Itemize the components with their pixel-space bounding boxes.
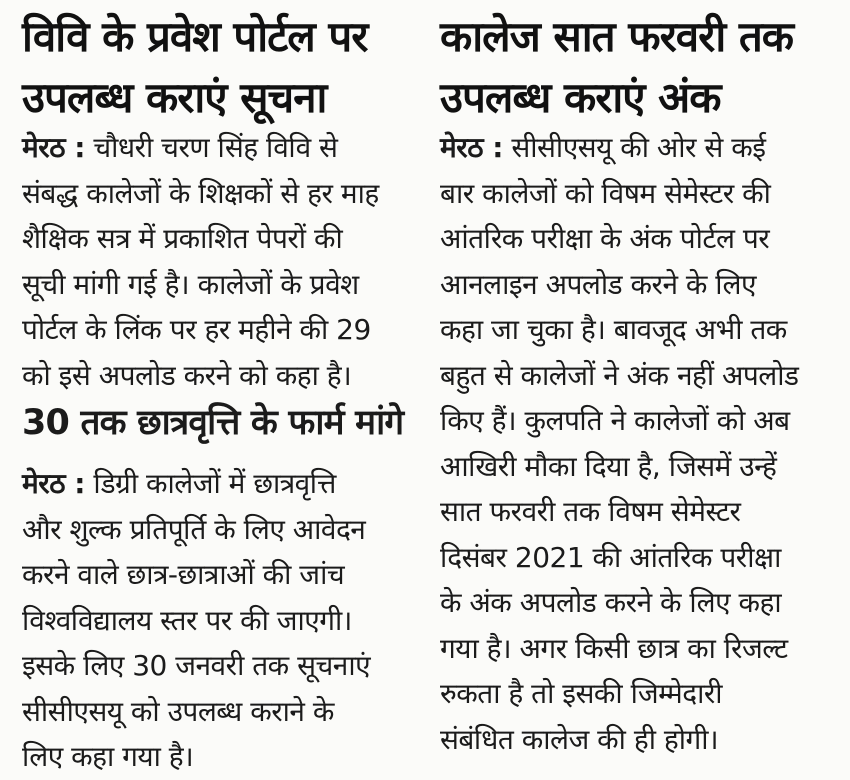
body-line: आनलाइन अपलोड करने के लिए bbox=[440, 267, 757, 301]
body-text: चौधरी चरण सिंह विवि से bbox=[93, 131, 338, 164]
body-line: आखिरी मौका दिया है, जिसमें उन्हें bbox=[440, 449, 777, 483]
story-body bbox=[440, 125, 799, 762]
story-headline bbox=[440, 6, 793, 128]
body-line: दिसंबर 2021 की आंतरिक परीक्षा bbox=[440, 540, 781, 574]
story-subhead: 30 तक छात्रवृत्ति के फार्म मांगे bbox=[22, 403, 404, 443]
body-line bbox=[22, 461, 370, 507]
body-text: डिग्री कालेजों में छात्रवृत्ति bbox=[93, 467, 336, 500]
body-line: पोर्टल के लिंक पर हर महीने की 29 bbox=[22, 313, 371, 346]
body-line: कहा जा चुका है। बावजूद अभी तक bbox=[440, 313, 787, 346]
body-text: सीसीएसयू की ओर से कई bbox=[511, 131, 766, 164]
headline-line: कालेज सात फरवरी तक bbox=[440, 12, 794, 61]
body-line: संबद्ध कालेजों के शिक्षकों से हर माह bbox=[22, 176, 379, 210]
headline-line: विवि के प्रवेश पोर्टल पर bbox=[22, 12, 368, 61]
story-headline bbox=[22, 6, 367, 128]
body-line: शैक्षिक सत्र में प्रकाशित पेपरों की bbox=[22, 222, 343, 255]
dateline: मेरठ : bbox=[22, 467, 85, 500]
body-line: बहुत से कालेजों ने अंक नहीं अपलोड bbox=[440, 358, 799, 392]
body-line: को इसे अपलोड करने को कहा है। bbox=[22, 358, 352, 392]
story-marks-upload bbox=[440, 6, 793, 128]
story-body bbox=[22, 461, 370, 780]
body-line: बार कालेजों को विषम सेमेस्टर की bbox=[440, 176, 771, 210]
body-line: गया है। अगर किसी छात्र का रिजल्ट bbox=[440, 631, 788, 665]
body-line: किए हैं। कुलपति ने कालेजों को अब bbox=[440, 404, 790, 437]
body-line: करने वाले छात्र-छात्राओं की जांच bbox=[22, 558, 345, 591]
body-line: इसके लिए 30 जनवरी तक सूचनाएं bbox=[22, 649, 371, 682]
headline-line: उपलब्ध कराएं सूचना bbox=[22, 73, 327, 122]
body-line: और शुल्क प्रतिपूर्ति के लिए आवेदन bbox=[22, 512, 366, 546]
story-body bbox=[22, 125, 379, 398]
body-line: सात फरवरी तक विषम सेमेस्टर bbox=[440, 495, 741, 528]
body-line: विश्वविद्यालय स्तर पर की जाएगी। bbox=[22, 603, 352, 637]
headline-line: उपलब्ध कराएं अंक bbox=[440, 73, 721, 122]
body-line: आंतरिक परीक्षा के अंक पोर्टल पर bbox=[440, 222, 770, 255]
dateline: मेरठ : bbox=[22, 131, 85, 164]
body-line: सूची मांगी गई है। कालेजों के प्रवेश bbox=[22, 267, 359, 301]
body-line bbox=[440, 125, 799, 171]
body-line: लिए कहा गया है। bbox=[22, 740, 194, 773]
body-line: के अंक अपलोड करने के लिए कहा bbox=[440, 586, 782, 619]
body-line: रुकता है तो इसकी जिम्मेदारी bbox=[440, 677, 723, 710]
body-line: सीसीएसयू को उपलब्ध कराने के bbox=[22, 694, 334, 728]
body-line bbox=[22, 125, 379, 171]
body-line: संबंधित कालेज की ही होगी। bbox=[440, 722, 719, 756]
dateline: मेरठ : bbox=[440, 131, 503, 164]
story-portal-info bbox=[22, 6, 367, 128]
